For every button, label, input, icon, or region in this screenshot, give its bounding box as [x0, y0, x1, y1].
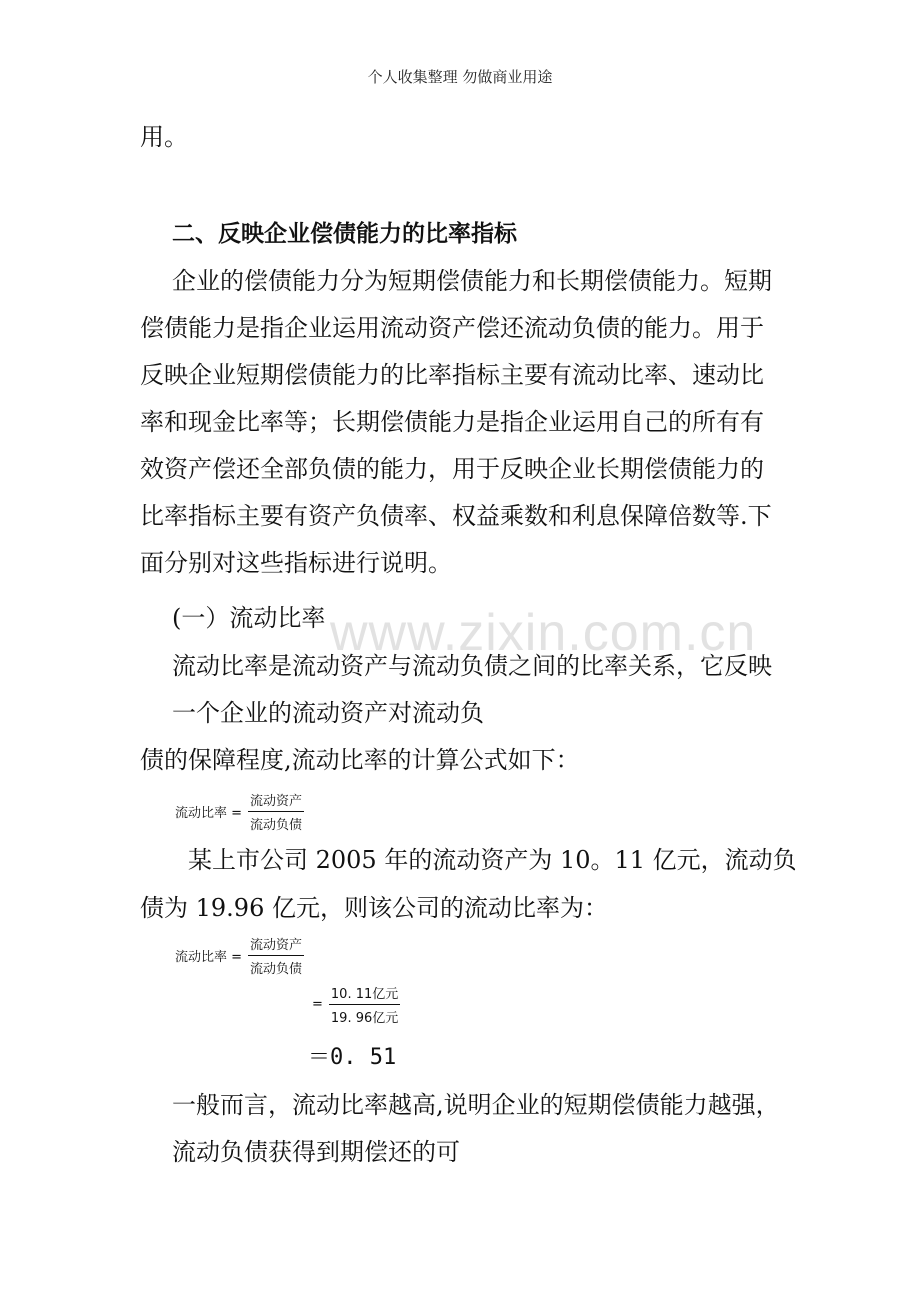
formula-current-ratio — [175, 790, 304, 833]
fraction-denominator: 流动负债 — [250, 818, 303, 833]
fraction — [248, 934, 304, 977]
text-line: 比率指标主要有资产负债率、权益乘数和利息保障倍数等.下 — [140, 502, 772, 530]
fraction — [329, 983, 400, 1026]
page-header: 个人收集整理 勿做商业用途 — [367, 68, 553, 86]
text-line: 效资产偿还全部负债的能力，用于反映企业长期偿债能力的 — [140, 455, 764, 483]
section-heading: 二、反映企业偿债能力的比率指标 — [172, 221, 517, 247]
fraction-numerator: 10. 11亿元 — [329, 983, 400, 1005]
text-line: 一个企业的流动资产对流动负 — [172, 699, 484, 727]
fraction-denominator: 19. 96亿元 — [330, 1011, 399, 1026]
fraction-denominator: 流动负债 — [250, 962, 303, 977]
text-line: 流动比率是流动资产与流动负债之间的比率关系，它反映 — [172, 652, 772, 680]
text-line: 流动负债获得到期偿还的可 — [172, 1138, 460, 1166]
fraction-numerator: 流动资产 — [248, 934, 304, 956]
text-line: 反映企业短期偿债能力的比率指标主要有流动比率、速动比 — [140, 361, 764, 389]
text-line: 企业的偿债能力分为短期偿债能力和长期偿债能力。短期 — [172, 267, 772, 295]
formula-equals: = — [312, 997, 323, 1012]
text-line: 某上市公司 2005 年的流动资产为 10。11 亿元，流动负 — [188, 846, 797, 874]
text-line: 率和现金比率等；长期偿债能力是指企业运用自己的所有有 — [140, 408, 764, 436]
formula-lhs: 流动比率 = — [175, 950, 243, 965]
formula-values — [312, 983, 400, 1026]
formula-result: ＝0. 51 — [308, 1045, 397, 1070]
fraction — [248, 790, 304, 833]
fraction-numerator: 流动资产 — [248, 790, 304, 812]
watermark: www.zixin.com.cn — [330, 604, 757, 662]
text-line: 一般而言，流动比率越高,说明企业的短期偿债能力越强， — [172, 1091, 780, 1119]
text-line: 用。 — [140, 123, 188, 151]
formula-current-ratio-example — [175, 934, 304, 977]
subsection-heading: (一）流动比率 — [172, 604, 326, 632]
text-line: 偿债能力是指企业运用流动资产偿还流动负债的能力。用于 — [140, 314, 764, 342]
text-line: 面分别对这些指标进行说明。 — [140, 549, 452, 577]
text-line: 债的保障程度,流动比率的计算公式如下： — [140, 746, 580, 774]
formula-lhs: 流动比率 = — [175, 806, 243, 821]
text-line: 债为 19.96 亿元，则该公司的流动比率为： — [140, 894, 608, 922]
